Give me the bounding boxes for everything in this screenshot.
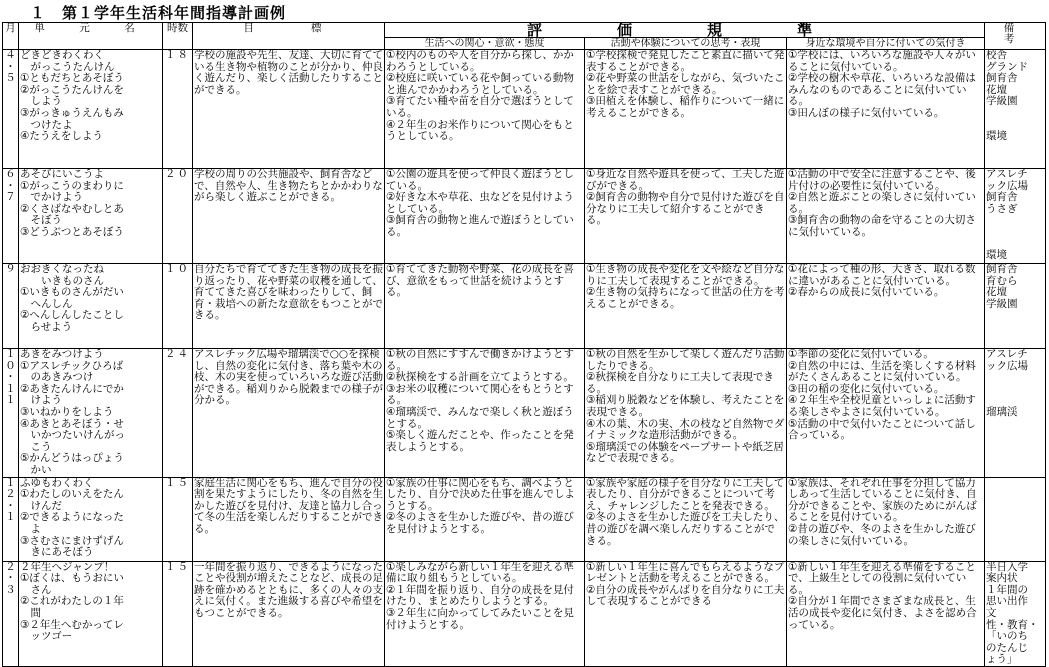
cell-line: らせよう [20,320,73,333]
cell-line: ①花によって種の形、大きさ、取れる数に違いがあることに気付いている。 [788,263,976,287]
cell-line: ３ [5,583,16,596]
goal-cell: 家庭生活に関心をもち、進んで自分の役割を果たすようにしたり、冬の自然を生かした遊びを見付け、友達と協力し合って冬の生活を楽しんだりすることができる。 [193,477,385,561]
cell-line: いかつたいけんがっ [20,429,125,442]
cell-line: 学級園 [986,95,1018,108]
hours-cell: ２４ [163,349,193,478]
header-eval-interest: 生活への関心・意欲・態度 [385,38,585,50]
cell-line: ①新しい１年生に喜んでもらえるようなプレゼントと活動を考えることができる。 [586,560,785,585]
cell-line: けよう [20,394,62,407]
cell-line: １１ [5,382,16,407]
cell-line: ①家族は、それぞれ仕事を分担して協力しあって生活していることに気付き、自分ができることや、家族のためにがんばることを見付けている。 [788,476,977,524]
header-notes: 備 考 [985,23,1046,50]
cell-line: ⑤瑠璃渓での体験をペープサートや紙芝居などで表現できる。 [586,440,784,465]
cell-line: ①活動の中で安全に注意することや、後片付けの必要性に気付いている。 [788,168,976,192]
cell-line: ・ [5,499,16,512]
cell-line: ②冬のよさを生かした遊びや、昔の遊びを見付けようとする。 [386,511,574,535]
page-title: １ 第１学年生活科年間指導計画例 [30,4,287,22]
curriculum-table [2,21,1049,667]
cell-line: ①生き物の成長や変化を文や絵など自分なりに工夫して表現することができる。 [586,263,785,287]
cell-line: あそびにいこうよ [20,168,104,180]
header-hours: 時数 [163,23,193,50]
cell-line: ②これがわたしの１年 [20,595,124,608]
eval-awareness-cell [787,477,985,561]
cell-line: 案内状 [986,572,1018,585]
cell-line: ③田植えを体験し、稲作りについて一緒に考えることができる。 [586,95,785,119]
header-eval-awareness: 身近な環境や自分に付いての気付き [787,38,985,50]
cell-line: ②秋探検をする計画を立てようとする。 [386,371,574,384]
cell-line [986,215,1044,227]
cell-line: きにあそぼう [20,546,94,559]
table-row [3,50,1046,169]
cell-line: ふゆもわくわく [20,476,94,489]
cell-line: ③飼育舎の動物の命を守ることの大切さに気付いている。 [788,214,976,238]
unit-cell [19,477,163,561]
cell-line: 環境 [986,130,1008,143]
cell-line: ②学校の樹木や草花、いろいろな設備はみんなのものであることに気付いている。 [788,72,976,108]
cell-line: ③稲刈り脱穀などを体験し、考えたことを表現できる。 [586,394,785,418]
cell-line: へんしん [20,297,73,310]
cell-line: ①がっこうのまわりに [20,179,124,192]
cell-line: ②花や野菜の世話をしながら、気づいたことを絵で表すことができる。 [586,72,785,96]
eval-thinking-cell [585,349,787,478]
cell-line: ⑤活動の中で気付いたことについて話し合っている。 [788,417,976,442]
cell-line: アスレチ [986,348,1028,360]
cell-line: ③お米の収穫について関心をもとうとする。 [386,382,574,407]
eval-thinking-cell [585,50,787,169]
cell-line: ①秋の自然を生かして楽しく遊んだり活動したりできる。 [586,348,785,372]
notes-cell [985,477,1046,561]
cell-line: 学級園 [986,297,1018,310]
cell-line: ２年生へジャンプ！ [20,560,115,573]
cell-line: ①身近な自然や遊具を使って、工夫した遊びができる。 [586,168,785,192]
hours-cell: ２０ [163,169,193,264]
hours-cell: １０ [163,264,193,349]
cell-line: のあきみつけ [20,371,94,384]
cell-line: いきものさん [20,274,104,287]
month-cell [3,50,19,169]
cell-line: ック広場 [986,359,1029,372]
cell-line: ④２年生や全校児童といっしょに活動する楽しさやよさに気付いている。 [788,394,976,418]
eval-awareness-cell [787,50,985,169]
cell-line: ②春からの成長に気付いている。 [788,286,945,299]
cell-line: 文 [986,606,997,619]
cell-line [986,384,1044,396]
cell-line: ③いねかりをしよう [20,405,114,418]
header-eval-thinking: 活動や体験についての思考・表現 [585,38,787,50]
cell-line: ②がっこうたんけんを [20,83,124,96]
cell-line: うさぎ [986,202,1018,215]
cell-line: ③育てたい種や苗を自分で選ぼうとしている。 [386,95,574,119]
hours-cell: １５ [163,477,193,561]
goal-cell: 自分たちで育ててきた生き物の成長を振り返ったり、花や野菜の収穫を通して、育ててきた喜びを味わったりして、飼育・栽培への新たな意欲をもつことができる。 [193,264,385,349]
cell-line: ③２年生に向かってしてみたいことを見付けようとする。 [386,606,574,631]
cell-line: ①楽しみながら新しい１年生を迎える準備に取り組もうとしている。 [386,560,574,585]
cell-line: 環境 [986,249,1008,262]
cell-line: ⑤楽しく遊んだことや、作ったことを発表しようとする。 [386,429,574,453]
notes-cell [985,50,1046,169]
month-cell [3,349,19,478]
cell-line: ①学校には、いろいろな施設や人々がいることに気付いている。 [788,49,976,73]
cell-line: 育むら [986,274,1018,287]
eval-interest-cell [385,561,585,666]
header-goal: 目 標 [193,23,385,50]
cell-line: でかけよう [20,191,83,204]
cell-line [986,372,1044,384]
cell-line: 思い出作 [986,595,1029,608]
cell-line: 飼育舎 [986,72,1018,85]
month-cell [3,169,19,264]
hours-cell: １５ [163,561,193,666]
cell-line: つけたよ [20,118,73,131]
cell-line: 花壇 [986,286,1008,299]
cell-line: アスレチ [986,168,1028,180]
cell-line: ・ [5,572,16,585]
cell-line: あきをみつけよう [20,348,104,360]
notes-cell [985,169,1046,264]
cell-line: けんだ [20,499,62,512]
cell-line: ②好きな木や草花、虫などを見付けようとしている。 [386,191,574,215]
cell-line: ①季節の変化に気付いている。 [788,348,934,360]
cell-line: ③さむさにまけずげん [20,534,124,547]
cell-line: ①学校探検で発見したこと素直に描いて発表することができる。 [586,49,785,73]
notes-cell [985,264,1046,349]
eval-interest-cell [385,169,585,264]
cell-line: ①家族や家庭の様子を自分なりに工夫して表したり、自分ができることについて考え、チャレンジしたことを発表できる。 [586,476,785,512]
cell-line [986,108,1044,120]
unit-cell [19,264,163,349]
cell-line: ①育ててきた動物や野菜、花の成長を喜び、意欲をもって世話を続けようとする。 [386,263,574,299]
table-row [3,264,1046,349]
unit-cell [19,169,163,264]
cell-line: ②自然の中には、生活を楽しくする材料がたくさんあることに気付いている。 [788,359,976,384]
eval-awareness-cell [787,169,985,264]
unit-cell [19,561,163,666]
cell-line: ⑤かんどうはっぴょう [20,452,124,465]
cell-line: ②１年間を振り返り、自分の成長を見付けたり、まとめたりしようとする。 [386,583,574,608]
eval-interest-cell [385,264,585,349]
cell-line: ック広場 [986,179,1029,192]
eval-thinking-cell [585,264,787,349]
table-row [3,477,1046,561]
cell-line: ①校内のものや人を自分から探し、かかわろうとしている。 [386,49,574,73]
cell-line: どきどきわくわく [20,49,104,61]
cell-line: ④瑠璃渓で、みんなで楽しく秋と遊ぼうとする。 [386,405,574,430]
cell-line: ５ [5,72,16,85]
eval-thinking-cell [585,477,787,561]
cell-line: ②自分が１年間でさまざまな成長と、生活の成長や変化に気付き、よさを認め合っている。 [788,595,977,631]
cell-line: ①秋の自然にすすんで働きかけようとする。 [386,348,575,372]
cell-line: ・ [5,371,16,384]
cell-line: ①新しい１年生を迎える準備をすることで、上級生としての役割に気付いている。 [788,560,976,596]
cell-line: ②自分の成長やがんばりを自分なりに工夫して表現することができる [586,583,785,608]
cell-line: ・ [5,60,16,73]
cell-line: ③２年生へむかってレ [20,618,124,631]
cell-line: ①わたしのいえをたん [20,488,124,501]
cell-line: ④木の葉、木の実、木の枝など自然物でダイナミックな造形活動ができる。 [586,417,785,442]
cell-line: ②自然と遊ぶことの楽しさに気付いている。 [788,191,976,215]
cell-line: ①いきものさんがだい [20,286,124,299]
cell-line: しよう [20,95,62,108]
cell-line: がっこうたんけん [20,60,115,73]
goal-cell: 学校の周りの公共施設や、飼育舎などで、自然や人、生き物たちとかかわりながら楽しく遊ぶことができる。 [193,169,385,264]
month-cell [3,477,19,561]
table-row [3,561,1046,666]
cell-line: ④あきとあそぼう・せ [20,417,124,430]
cell-line: ③がっきゅうえんもみ [20,106,124,119]
cell-line [986,227,1044,239]
header-unit: 単 元 名 [19,23,163,50]
cell-line: ②校庭に咲いている花や飼っている動物と進んでかかわろうとしている。 [386,72,574,96]
cell-line: ①家族の仕事に関心をもち、調べようとしたり、自分で決めた仕事を進んでしようとする。 [386,476,575,512]
eval-awareness-cell [787,349,985,478]
cell-line: １２ [5,476,16,501]
cell-line: ②冬のよさを生かした遊びを工夫したり、昔の遊びを調べ楽しんだりすることができる。 [586,511,785,547]
cell-line: 飼育舎 [986,191,1018,204]
cell-line: ①アスレチックひろば [20,359,124,372]
table-row [3,169,1046,264]
cell-line: ④たうえをしよう [20,130,103,143]
header-evaluation: 評 価 規 準 [385,23,985,38]
notes-cell [985,561,1046,666]
cell-line: ①ぼくは、もうおにい [20,572,124,585]
goal-cell: 一年間を振り返り、できるようになったことや役割が増えたことなど、成長の足跡を確かめるとともに、多くの人々の支えに気付く。また進級する喜びや希望をもつことができる。 [193,561,385,666]
eval-interest-cell [385,349,585,478]
cell-line: ６ [5,168,16,180]
cell-line: ①公園の遊具を使って仲良く遊ぼうとしている。 [386,168,574,192]
cell-line: １０ [5,348,16,372]
cell-line: 「いのち [986,630,1029,643]
cell-line: 性・教育・ [986,618,1039,631]
eval-awareness-cell [787,264,985,349]
unit-cell [19,349,163,478]
month-cell [3,264,19,349]
cell-line: 花壇 [986,83,1008,96]
cell-line: 瑠璃渓 [986,405,1018,418]
cell-line: ②できるようになった [20,511,124,524]
eval-thinking-cell [585,561,787,666]
eval-interest-cell [385,477,585,561]
eval-awareness-cell [787,561,985,666]
eval-thinking-cell [585,169,787,264]
goal-cell: アスレチック広場や瑠璃渓で○○を探検し、自然の変化に気付き、落ち葉や木の枝、木の実を使っていろいろな遊び活動ができる。稲刈りから脱穀までの様子が分かる。 [193,349,385,478]
unit-cell [19,50,163,169]
cell-line: ２ [5,560,16,573]
cell-line: ７ [5,191,16,204]
cell-line: ②あきたんけんにでか [20,382,124,395]
cell-line: こう [20,440,52,453]
cell-line: さん [20,583,52,596]
cell-line: ②秋探検を自分なりに工夫して表現できる。 [586,371,774,395]
cell-line: ②くさばなやむしとあ [20,202,124,215]
cell-line: ②へんしんしたことし [20,309,124,322]
eval-interest-cell [385,50,585,169]
header-month: 月 [3,23,19,50]
cell-line: ９ [5,263,16,275]
cell-line: １年間の [986,583,1029,596]
cell-line: ③飼育舎の動物と進んで遊ぼうとしている。 [386,214,574,238]
cell-line: ①ともだちとあそぼう [20,72,124,85]
cell-line: ②生き物の気持ちになって世話の仕方を考えることができる。 [586,286,785,310]
cell-line: ４ [5,49,16,61]
cell-line: おおきくなったね [20,263,104,275]
cell-line: 半日入学 [986,560,1029,573]
cell-line: ②昔の遊びや、冬のよさを生かした遊びの楽しさに気付いている。 [788,522,976,547]
cell-line: そぼう [20,214,62,227]
cell-line: 飼育舎 [986,263,1018,275]
header-row [3,23,1046,38]
cell-line: のたんじ [986,641,1029,654]
cell-line: ③田んぼの様子に気付いている。 [788,106,945,119]
notes-cell [985,349,1046,478]
cell-line: ・ [5,179,16,192]
hours-cell: １８ [163,50,193,169]
table-row [3,349,1046,478]
goal-cell: 学校の施設や先生、友達、大切に育てている生き物や植物のことが分かり、仲良く遊んだり、楽しく活動したりすることができる。 [193,50,385,169]
cell-line: 間 [20,606,41,619]
cell-line: ②飼育舎の動物や自分で見付けた遊びを自分なりに工夫して紹介することができる。 [586,191,785,227]
cell-line: グランド [986,60,1029,73]
cell-line: ④２年生のお米作りについて関心をもとうとしている。 [386,118,574,143]
cell-line: かい [20,463,52,476]
cell-line: ③田の稲の変化に気付いている。 [788,382,945,395]
cell-line: ③どうぶつとあそぼう [20,225,124,238]
cell-line: １ [5,511,16,524]
cell-line: ょう」 [986,653,1018,666]
cell-line: ッツゴー [20,630,73,643]
cell-line: 校舎 [986,49,1008,61]
month-cell [3,561,19,666]
cell-line: よ [20,522,41,535]
